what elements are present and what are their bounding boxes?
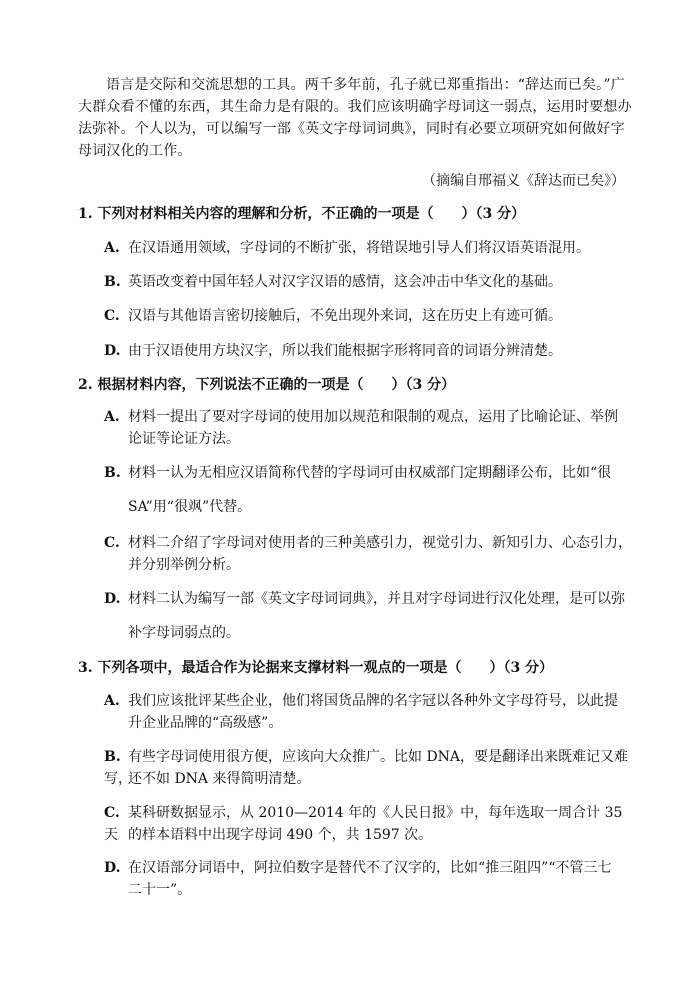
question-2-option-b[interactable] [104, 462, 634, 484]
option-label: D. [104, 343, 121, 359]
passage-line: 法弥补。个人以为，可以编写一部《英文字母词词典》，同时有必要立项研究如何做好字 [78, 121, 625, 137]
option-label: B. [104, 465, 121, 481]
option-continuation: 论证等论证方法。 [128, 431, 240, 447]
option-continuation: 的样本语料中出现字母词 490 个，共 1597 次。 [128, 827, 433, 843]
option-text: 材料一认为无相应汉语简称代替的字母词可由权威部门定期翻译公布，比如“很 [128, 465, 612, 481]
question-1-stem: 1. 下列对材料相关内容的理解和分析，不正确的一项是（ ）（3 分） [78, 206, 526, 222]
option-text: 我们应该批评某些企业，他们将国货品牌的名字冠以各种外文字母符号，以此提 [128, 693, 618, 709]
option-continuation: 补字母词弱点的。 [128, 625, 240, 641]
option-text: 在汉语通用领域，字母词的不断扩张，将错误地引导人们将汉语英语混用。 [128, 240, 590, 256]
option-label: D. [104, 860, 121, 876]
option-label: C. [104, 805, 120, 821]
question-1-option-b[interactable] [104, 271, 634, 293]
option-text: 某科研数据显示，从 2010—2014 年的《人民日报》中，每年选取一周合计 35 天 [104, 805, 623, 843]
question-2-option-c[interactable] [104, 532, 634, 554]
question-1-option-d[interactable] [104, 340, 634, 362]
passage-source: （摘编自邢福义《辞达而已矣》） [422, 173, 625, 189]
option-continuation: 升企业品牌的“高级感”。 [128, 715, 283, 731]
option-text: 有些字母词使用很方便，应该向大众推广。比如 DNA，要是翻译出来既难记又难写， [104, 749, 629, 787]
option-text: 英语改变着中国年轻人对汉字汉语的感情，这会冲击中华文化的基础。 [128, 274, 562, 290]
question-3-option-a[interactable] [104, 690, 634, 712]
option-label: D. [104, 591, 121, 607]
question-3-option-d[interactable] [104, 857, 634, 879]
passage-line: 大群众看不懂的东西，其生命力是有限的。我们应该明确字母词这一弱点，运用时要想办 [78, 99, 632, 115]
option-label: C. [104, 308, 120, 324]
option-text: 材料一提出了要对字母词的使用加以规范和限制的观点，运用了比喻论证、举例 [128, 409, 618, 425]
option-label: A. [104, 693, 120, 709]
question-2-option-a[interactable] [104, 406, 634, 428]
option-label: B. [104, 274, 121, 290]
option-label: A. [104, 240, 120, 256]
option-text: 汉语与其他语言密切接触后，不免出现外来词，这在历史上有迹可循。 [128, 308, 562, 324]
question-1-option-c[interactable] [104, 305, 634, 327]
option-label: A. [104, 409, 120, 425]
option-continuation: 并分别举例分析。 [128, 557, 240, 573]
passage-line: 母词汉化的工作。 [78, 143, 192, 159]
option-label: C. [104, 535, 120, 551]
passage-line: 语言是交际和交流思想的工具。两千多年前，孔子就已郑重指出：“辞达而已矣。”广 [106, 77, 625, 93]
option-label: B. [104, 749, 121, 765]
option-continuation: 还不如 DNA 来得简明清楚。 [128, 771, 311, 787]
option-text: 材料二认为编写一部《英文字母词词典》，并且对字母词进行汉化处理，是可以弥 [128, 591, 625, 607]
option-text: 在汉语部分词语中，阿拉伯数字是替代不了汉字的，比如“推三阻四”“不管三七 [128, 860, 612, 876]
question-3-stem: 3. 下列各项中，最适合作为论据来支撑材料一观点的一项是（ ）（3 分） [78, 660, 554, 676]
option-continuation: SA”用“很飒”代替。 [128, 499, 252, 515]
option-continuation: 二十一”。 [128, 882, 192, 898]
passage-excerpt [78, 74, 638, 162]
option-text: 材料二介绍了字母词对使用者的三种美感引力，视觉引力、新知引力、心态引力， [128, 535, 632, 551]
question-2-stem: 2. 根据材料内容，下列说法不正确的一项是（ ）（3 分） [78, 377, 456, 393]
question-1-option-a[interactable] [104, 237, 634, 259]
question-2-option-d[interactable] [104, 588, 634, 610]
option-text: 由于汉语使用方块汉字，所以我们能根据字形将同音的词语分辨清楚。 [128, 343, 562, 359]
